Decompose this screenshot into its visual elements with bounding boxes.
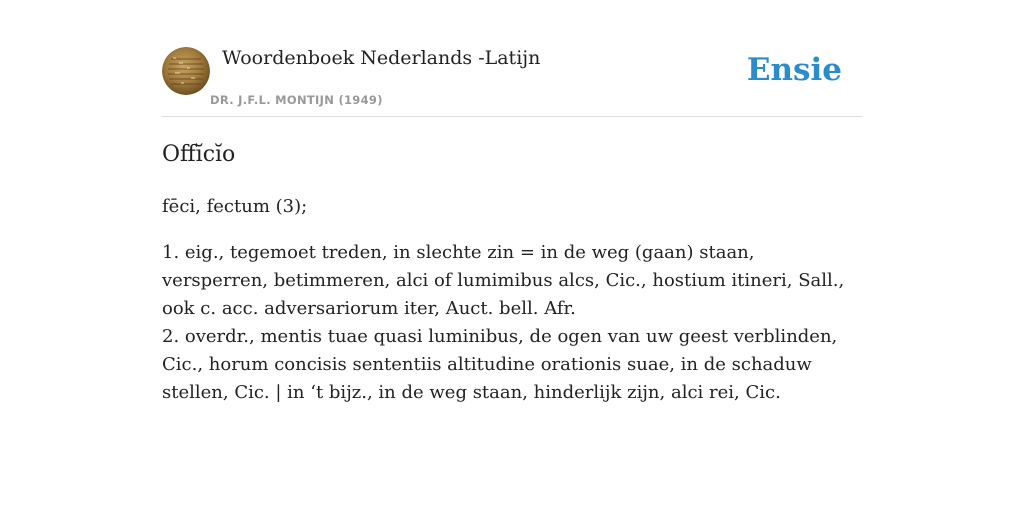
bronze-tablet-icon[interactable] xyxy=(162,47,210,95)
entry-forms: fēci, fectum (3); xyxy=(162,196,308,217)
entry-body xyxy=(162,239,862,407)
header xyxy=(162,0,862,117)
entry-sense-1: 1. eig., tegemoet treden, in slechte zin = in de weg (gaan) staan, versperren, betimmeren, alci of lumimibus alcs, Cic., hostium itineri, Sall., ook c. acc. adversariorum iter, Auct. bell. Afr. xyxy=(162,242,845,319)
brand-logo-link[interactable]: Ensie xyxy=(746,52,842,88)
page-container xyxy=(162,0,862,403)
entry-title: Offĭcĭo xyxy=(162,142,236,167)
book-author: DR. J.F.L. MONTIJN (1949) xyxy=(210,93,383,107)
book-title[interactable]: Woordenboek Nederlands -Latijn xyxy=(222,47,541,69)
entry-sense-2: 2. overdr., mentis tuae quasi luminibus, de ogen van uw geest verblinden, Cic., horum concisis sententiis altitudine orationis suae, in de schaduw stellen, Cic. | in ‘t bijz., in de weg staan, hinderlijk zijn, alci rei, Cic. xyxy=(162,326,838,403)
